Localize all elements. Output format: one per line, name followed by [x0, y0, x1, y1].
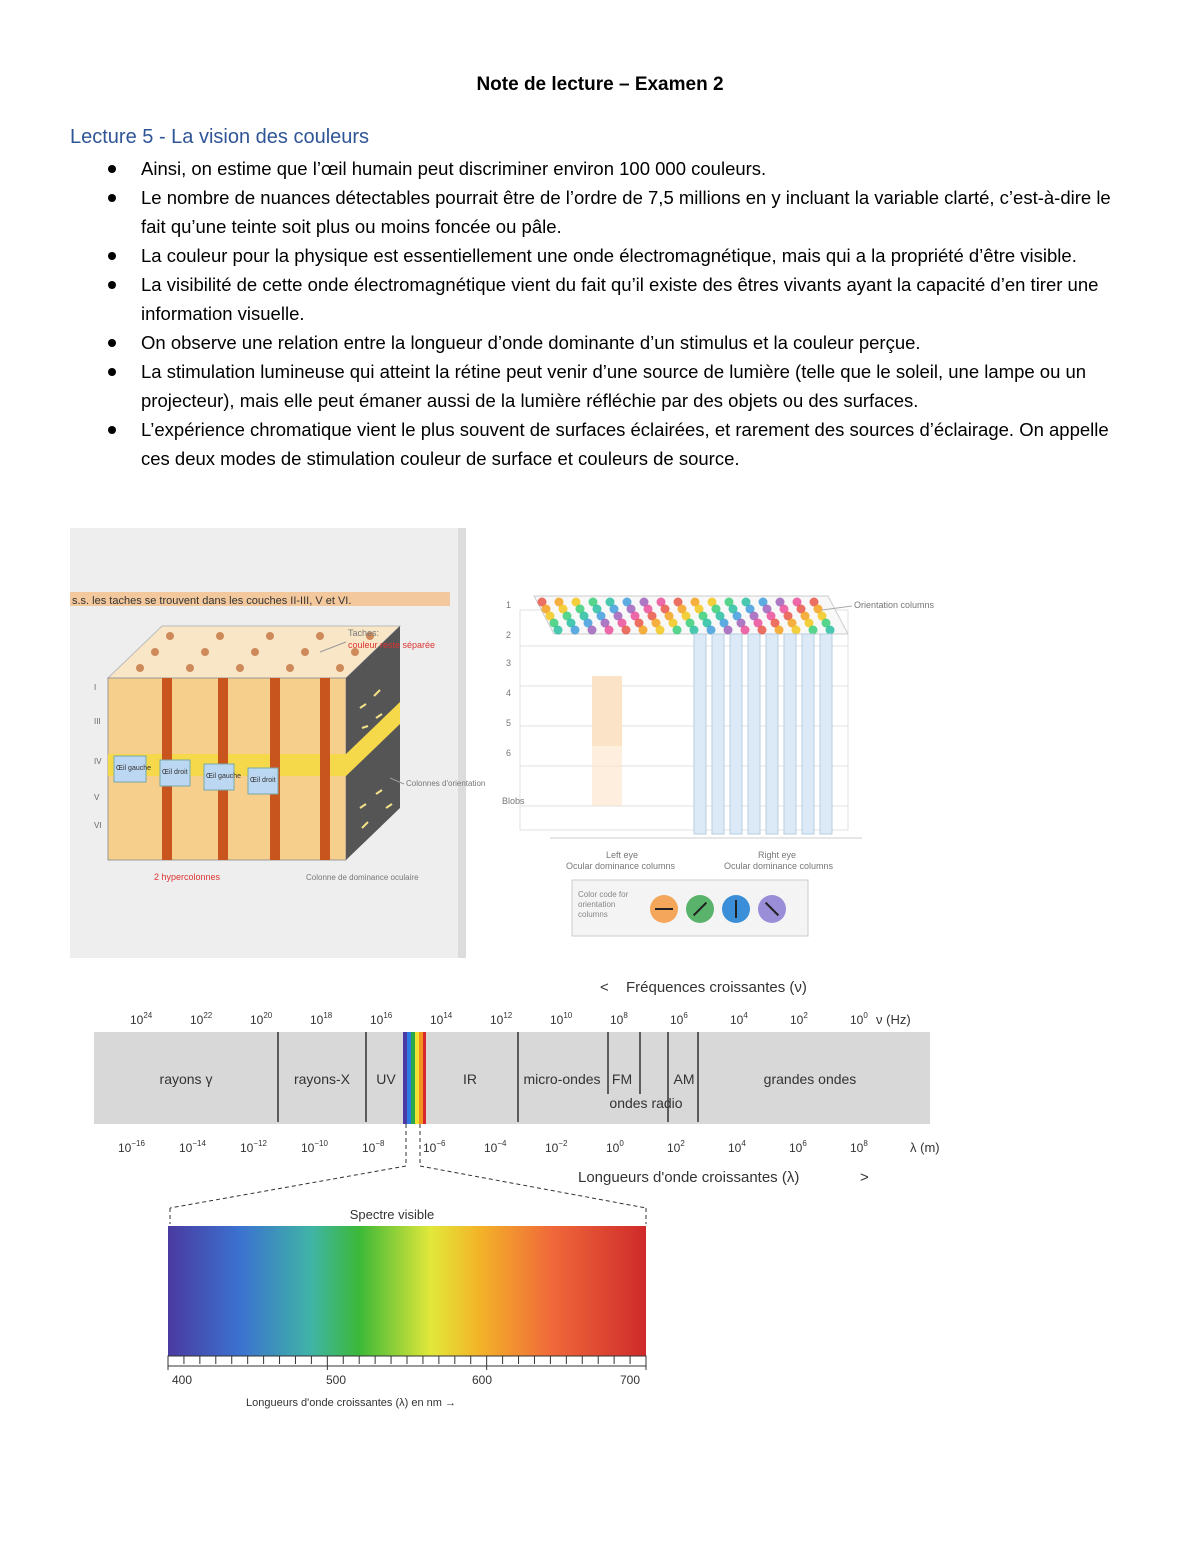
wavelength-tick-label: $10^{-6}$	[423, 1139, 446, 1155]
visible-axis-label: Longueurs d'onde croissantes (λ) en nm →	[246, 1397, 456, 1409]
left-eye-label: Left eye	[606, 850, 639, 860]
wavelength-tick-label: $10^4$	[728, 1139, 746, 1155]
bullet-icon	[108, 368, 116, 376]
wavelength-ticks	[118, 1139, 868, 1155]
band-gamma: rayons γ	[159, 1071, 213, 1087]
right-eye-sub: Ocular dominance columns	[724, 861, 834, 871]
bullet-text: On observe une relation entre la longueur d’onde dominante d’un stimulus et la couleur perçue.	[141, 332, 921, 353]
frequency-tick-label: $10^{12}$	[490, 1011, 513, 1027]
frequency-tick-label: $10^{18}$	[310, 1011, 333, 1027]
hypercolumns-figure	[70, 528, 486, 958]
wavelength-title: Longueurs d'onde croissantes (λ)	[578, 1169, 800, 1186]
frequency-tick-label: $10^{16}$	[370, 1011, 393, 1027]
layer-label-VI: VI	[94, 821, 102, 830]
frequency-tick-label: $10^0$	[850, 1011, 868, 1027]
orientation-dot	[724, 626, 733, 635]
visible-title: Spectre visible	[349, 1207, 435, 1222]
orientation-dot	[758, 626, 767, 635]
band-am: AM	[673, 1071, 695, 1087]
band-uv: UV	[376, 1071, 396, 1087]
color-code-label: Color code for orientation columns	[578, 890, 629, 919]
frequency-tick-label: $10^8$	[610, 1011, 628, 1027]
bullet-icon	[108, 339, 116, 347]
orientation-dot	[656, 626, 665, 635]
bullet-item	[70, 328, 1140, 357]
orientation-dot	[554, 626, 563, 635]
eye-block-3: Œil gauche	[206, 773, 242, 780]
bullet-text: L’expérience chromatique vient le plus souvent de surfaces éclairées, et rarement des sources d’éclairage. On appelle ces deux modes de stimulation couleur de surface et couleurs de source.	[141, 419, 1109, 469]
frequency-tick-label: $10^4$	[730, 1011, 748, 1027]
wavelength-tick-label: $10^8$	[850, 1139, 868, 1155]
layer-number-3: 3	[506, 658, 512, 668]
orientation-dot	[605, 626, 614, 635]
frequency-tick-label: $10^{14}$	[430, 1011, 453, 1027]
bullet-text: Le nombre de nuances détectables pourrait être de l’ordre de 7,5 millions en y incluant la variable clarté, c’est-à-dire le fait qu’une teinte soit plus ou moins foncée ou pâle.	[141, 187, 1111, 237]
bullet-text: La couleur pour la physique est essentiellement une onde électromagnétique, mais qui a la propriété d’être visible.	[141, 245, 1077, 266]
hypercolumns-header: s.s. les taches se trouvent dans les couches II-III, V et VI.	[72, 595, 352, 607]
orientation-label: Orientation columns	[854, 600, 935, 610]
bullet-list	[70, 154, 1140, 473]
layer-label-V: V	[94, 793, 100, 802]
frequency-tick-label: $10^6$	[670, 1011, 688, 1027]
wavelength-tick-label: $10^{-2}$	[545, 1139, 568, 1155]
band-fm: FM	[611, 1071, 633, 1087]
orientation-dot	[707, 626, 716, 635]
bullet-icon	[108, 165, 116, 173]
frequency-tick-label: $10^2$	[790, 1011, 808, 1027]
wavelength-tick-label: $10^{-12}$	[240, 1139, 267, 1155]
wavelength-arrow: >	[860, 1169, 869, 1186]
right-eye-label: Right eye	[758, 850, 797, 860]
layer-number-2: 2	[506, 630, 512, 640]
wavelength-tick-label: $10^{-4}$	[484, 1139, 507, 1155]
band-ir: IR	[463, 1071, 477, 1087]
wavelength-unit: λ (m)	[910, 1140, 940, 1155]
orientation-dot	[826, 626, 835, 635]
orientation-dot	[741, 626, 750, 635]
em-spectrum-figure	[90, 972, 940, 1422]
wavelength-tick-label: $10^{-14}$	[179, 1139, 206, 1155]
taches-note: couleur reste séparée	[348, 640, 436, 650]
bullet-icon	[108, 281, 116, 289]
wavelength-tick-label: $10^{-16}$	[118, 1139, 145, 1155]
orientation-dot	[690, 626, 699, 635]
wavelength-tick-label: $10^2$	[667, 1139, 685, 1155]
layer-number-1: 1	[506, 600, 512, 610]
wavelength-tick-label: $10^0$	[606, 1139, 624, 1155]
frequency-tick-label: $10^{20}$	[250, 1011, 273, 1027]
left-eye-sub: Ocular dominance columns	[566, 861, 676, 871]
orientation-dot	[809, 626, 818, 635]
frequency-tick-label: $10^{24}$	[130, 1011, 153, 1027]
visible-spectrum-bar	[168, 1226, 646, 1356]
eye-block-1: Œil gauche	[116, 765, 152, 772]
orientation-dot	[639, 626, 648, 635]
bullet-text: La stimulation lumineuse qui atteint la rétine peut venir d’une source de lumière (telle que le soleil, une lampe ou un projecteur), mais elle peut émaner aussi de la lumière réfléchie par des objets ou des surfaces.	[141, 361, 1087, 411]
eye-block-2: Œil droit	[162, 769, 188, 776]
orientation-columns-label: Colonnes d'orientation	[406, 779, 486, 788]
frequency-ticks	[130, 1011, 868, 1027]
frequency-tick-label: $10^{22}$	[190, 1011, 213, 1027]
bullet-item	[70, 270, 1140, 328]
layer-number-6: 6	[506, 748, 512, 758]
hypercolumns-label: 2 hypercolonnes	[154, 872, 221, 882]
orientation-dot	[571, 626, 580, 635]
bullet-text: Ainsi, on estime que l’œil humain peut discriminer environ 100 000 couleurs.	[141, 158, 767, 179]
layer-number-4: 4	[506, 688, 512, 698]
bullet-icon	[108, 252, 116, 260]
dominance-label: Colonne de dominance oculaire	[306, 873, 419, 882]
orientation-dot	[588, 626, 597, 635]
orientation-dot	[673, 626, 682, 635]
eye-block-4: Œil droit	[250, 777, 276, 784]
wavelength-tick-label: $10^{-10}$	[301, 1139, 328, 1155]
bullet-text: La visibilité de cette onde électromagnétique vient du fait qu’il existe des êtres vivants ayant la capacité d’en tirer une information visuelle.	[141, 274, 1099, 324]
bullet-item	[70, 357, 1140, 415]
bullet-item	[70, 183, 1140, 241]
frequency-arrow: <	[600, 979, 609, 996]
layer-label-III: III	[94, 717, 101, 726]
wavelength-tick-label: $10^{-8}$	[362, 1139, 385, 1155]
blobs-label: Blobs	[502, 796, 525, 806]
band-xray: rayons-X	[293, 1071, 351, 1087]
visible-tick-600: 600	[472, 1373, 493, 1387]
page-title: Note de lecture – Examen 2	[476, 74, 724, 95]
bullet-icon	[108, 194, 116, 202]
bullet-item	[70, 154, 1140, 183]
layer-label-I: I	[94, 683, 97, 692]
layer-number-5: 5	[506, 718, 512, 728]
frequency-title: Fréquences croissantes (ν)	[626, 979, 807, 996]
radio-label: ondes radio	[609, 1095, 683, 1111]
visible-tick-400: 400	[172, 1373, 193, 1387]
orientation-dot	[775, 626, 784, 635]
bullet-icon	[108, 426, 116, 434]
bullet-item	[70, 241, 1140, 270]
frequency-tick-label: $10^{10}$	[550, 1011, 573, 1027]
orientation-columns-figure	[498, 566, 935, 942]
orientation-dot	[622, 626, 631, 635]
layer-label-IV: IV	[94, 757, 102, 766]
bullet-item	[70, 415, 1140, 473]
wavelength-tick-label: $10^6$	[789, 1139, 807, 1155]
section-heading: Lecture 5 - La vision des couleurs	[70, 126, 370, 148]
band-micro: micro-ondes	[523, 1071, 601, 1087]
taches-label: Taches:	[348, 628, 380, 638]
frequency-unit: ν (Hz)	[876, 1012, 911, 1027]
orientation-dot	[792, 626, 801, 635]
visible-tick-500: 500	[326, 1373, 347, 1387]
band-long: grandes ondes	[763, 1071, 857, 1087]
visible-tick-700: 700	[620, 1373, 641, 1387]
